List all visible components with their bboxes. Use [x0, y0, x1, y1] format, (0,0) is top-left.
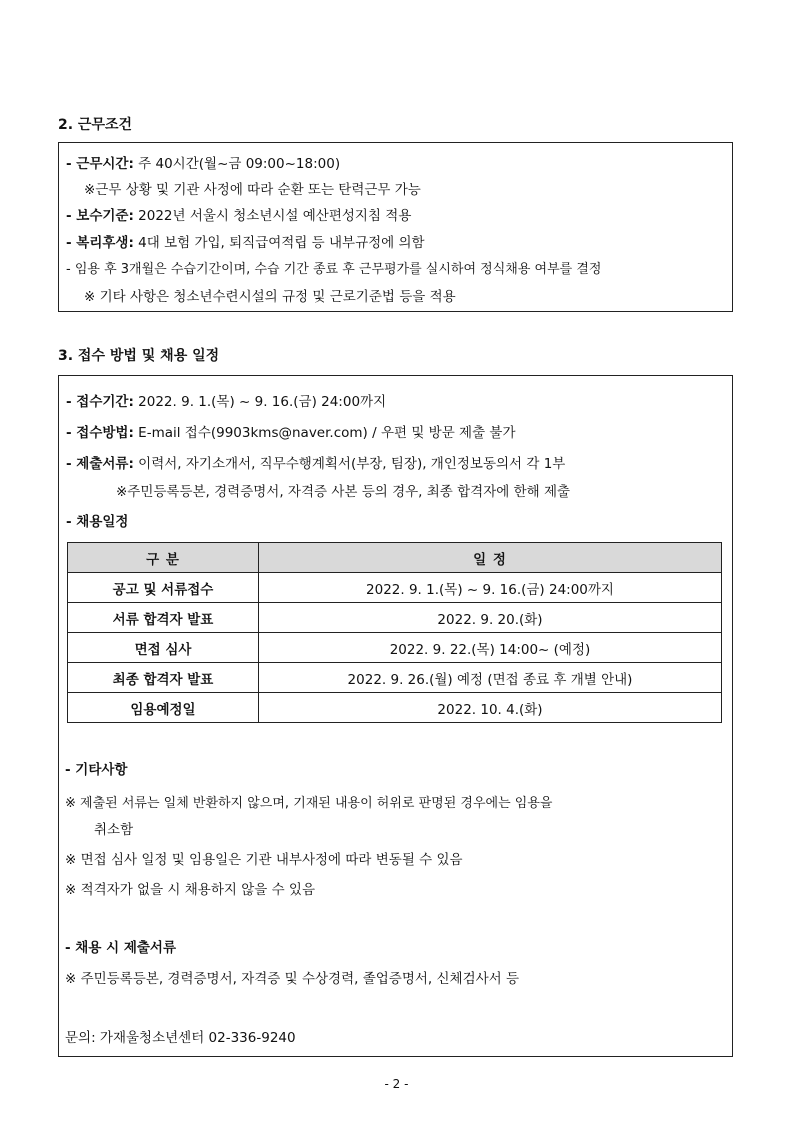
application-period	[66, 390, 386, 410]
work-conditions-box	[58, 142, 733, 312]
schedule-header-category: 구 분	[68, 543, 259, 573]
application-method-text: E-mail 접수(9903kms@naver.com) / 우편 및 방문 제출 불가	[133, 425, 516, 441]
required-documents	[66, 452, 565, 472]
schedule-value: 2022. 9. 1.(목) ~ 9. 16.(금) 24:00까지	[259, 573, 722, 603]
contact-info: 문의: 가재울청소년센터 02-336-9240	[65, 1030, 296, 1046]
application-period-text: 2022. 9. 1.(목) ~ 9. 16.(금) 24:00까지	[133, 394, 387, 410]
etc-note-3: ※ 적격자가 없을 시 채용하지 않을 수 있음	[65, 882, 316, 898]
work-hours-note: ※근무 상황 및 기관 사정에 따라 순환 또는 탄력근무 가능	[84, 182, 421, 198]
table-row	[68, 603, 722, 633]
table-row	[68, 693, 722, 723]
schedule-label: 면접 심사	[68, 633, 259, 663]
schedule-header-date: 일 정	[259, 543, 722, 573]
probation-note: - 임용 후 3개월은 수습기간이며, 수습 기간 종료 후 근무평가를 실시하여 정식채용 여부를 결정	[66, 262, 602, 277]
schedule-table	[67, 542, 722, 723]
schedule-header-row	[68, 543, 722, 573]
welfare-text: 4대 보험 가입, 퇴직급여적립 등 내부규정에 의함	[133, 235, 425, 251]
schedule-label: 공고 및 서류접수	[68, 573, 259, 603]
required-documents-note: ※주민등록등본, 경력증명서, 자격증 사본 등의 경우, 최종 합격자에 한해 제출	[116, 484, 571, 500]
etc-note-1-cont: 취소함	[94, 822, 134, 838]
schedule-label: 임용예정일	[68, 693, 259, 723]
etc-note-2: ※ 면접 심사 일정 및 임용일은 기관 내부사정에 따라 변동될 수 있음	[65, 852, 463, 868]
docs-note: ※ 주민등록등본, 경력증명서, 자격증 및 수상경력, 졸업증명서, 신체검사서 등	[65, 971, 520, 987]
schedule-label: 서류 합격자 발표	[68, 603, 259, 633]
schedule-value: 2022. 9. 22.(목) 14:00~ (예정)	[259, 633, 722, 663]
schedule-label: 최종 합격자 발표	[68, 663, 259, 693]
work-hours-label: - 근무시간:	[66, 156, 134, 172]
docs-title: - 채용 시 제출서류	[65, 940, 176, 956]
table-row	[68, 663, 722, 693]
salary-text: 2022년 서울시 청소년시설 예산편성지침 적용	[133, 208, 412, 224]
page-number: - 2 -	[384, 1077, 409, 1091]
schedule-title: - 채용일정	[66, 514, 129, 530]
section-2-title: 2. 근무조건	[58, 117, 133, 133]
welfare	[66, 231, 425, 251]
etc-title: - 기타사항	[65, 762, 128, 778]
table-row	[68, 633, 722, 663]
application-period-label: - 접수기간:	[66, 394, 134, 410]
required-documents-label: - 제출서류:	[66, 456, 134, 472]
application-method	[66, 421, 515, 441]
required-documents-text: 이력서, 자기소개서, 직무수행계획서(부장, 팀장), 개인정보동의서 각 1부	[133, 456, 566, 472]
schedule-value: 2022. 9. 20.(화)	[259, 603, 722, 633]
etc-note-1: ※ 제출된 서류는 일체 반환하지 않으며, 기재된 내용이 허위로 판명된 경우에는 임용을	[65, 796, 553, 811]
work-hours-text: 주 40시간(월~금 09:00~18:00)	[133, 156, 341, 172]
other-rules-note: ※ 기타 사항은 청소년수련시설의 규정 및 근로기준법 등을 적용	[84, 289, 456, 305]
salary-label: - 보수기준:	[66, 208, 134, 224]
application-method-label: - 접수방법:	[66, 425, 134, 441]
schedule-value: 2022. 10. 4.(화)	[259, 693, 722, 723]
salary-standard	[66, 204, 411, 224]
welfare-label: - 복리후생:	[66, 235, 134, 251]
schedule-value: 2022. 9. 26.(월) 예정 (면접 종료 후 개별 안내)	[259, 663, 722, 693]
work-hours	[66, 152, 340, 172]
table-row	[68, 573, 722, 603]
section-3-title: 3. 접수 방법 및 채용 일정	[58, 348, 220, 364]
